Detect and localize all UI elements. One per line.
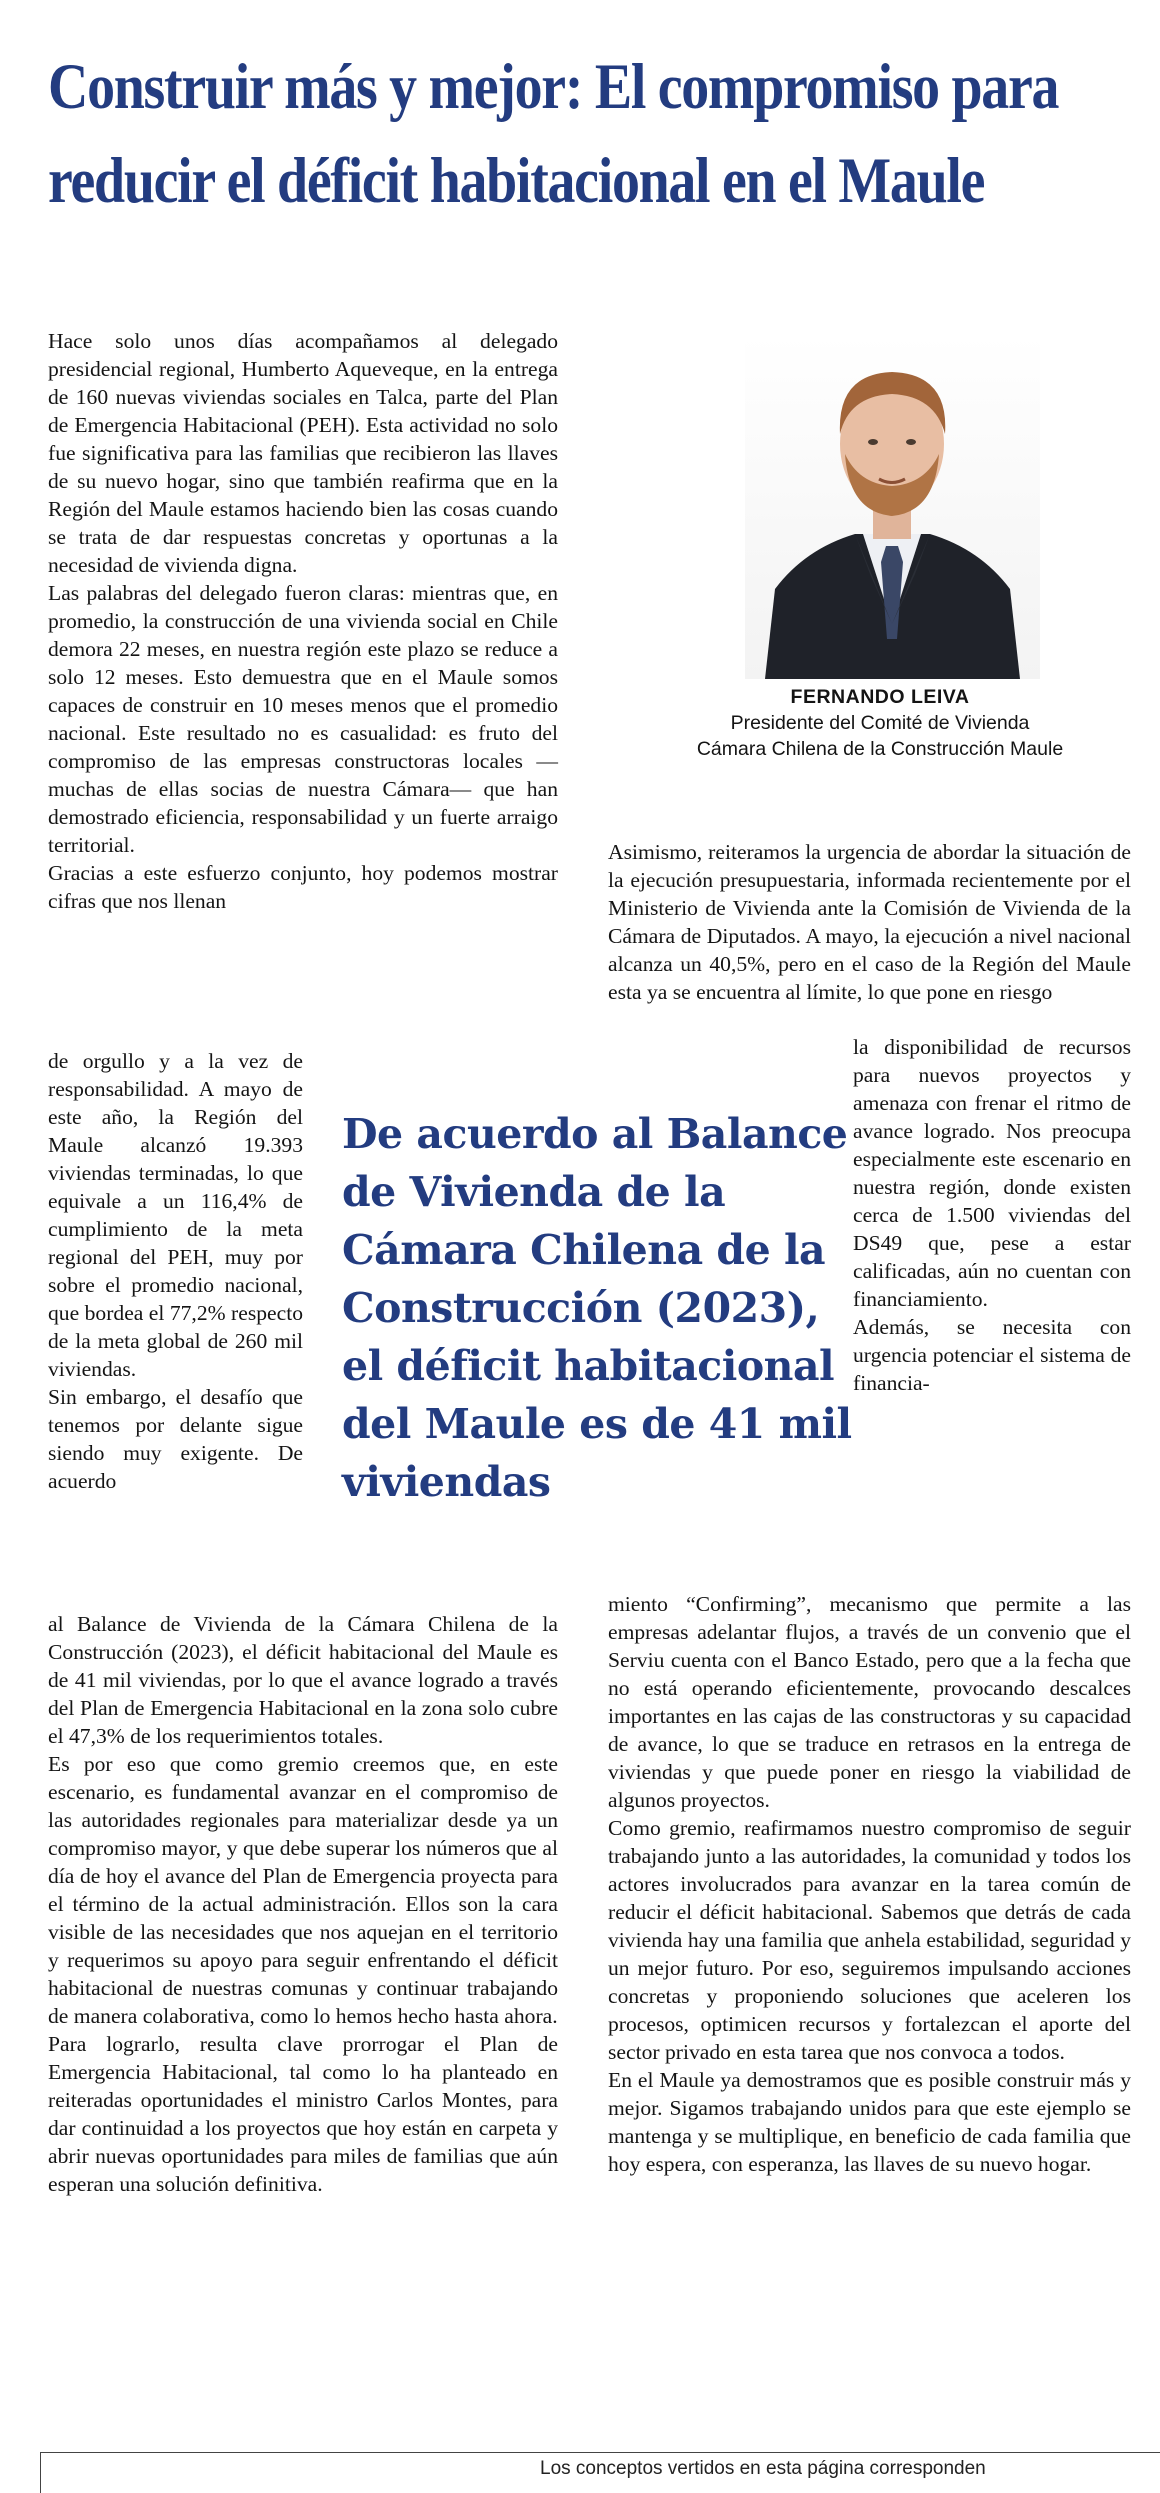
paragraph: Hace solo unos días acompañamos al delegado presidencial regional, Humberto Aqueveque, en la entrega de 160 nuevas viviendas sociales en Talca, parte del Plan de Emergencia Habitacional (PEH). Esta actividad no solo fue significativa para las familias que recibieron las llaves de su nuevo hogar, sino que también reafirma que en la Región del Maule estamos haciendo bien las cosas cuando se trata de dar respuestas concretas y oportunas a la necesidad de vivienda digna. [48,329,558,577]
author-photo [745,334,1040,679]
paragraph: Asimismo, reiteramos la urgencia de abordar la situación de la ejecución presupuestaria, informada recientemente por el Ministerio de Vivienda ante la Comisión de Vivienda de la Cámara de Diputados. A mayo, la ejecución a nivel nacional alcanza un 40,5%, pero en el caso de la Región del Maule esta ya se encuentra al límite, lo que pone en riesgo [608,840,1131,1004]
author-role: Presidente del Comité de Vivienda [730,712,1030,734]
paragraph: de orgullo y a la vez de responsabilidad. A mayo de este año, la Región del Maule alcanzó 19.393 viviendas terminadas, lo que equivale a un 116,4% de cumplimiento de la meta regional del PEH, muy por sobre el promedio nacional, que bordea el 77,2% respecto de la meta global de 260 mil viviendas. [48,1049,303,1381]
headline-line-1: Construir más y mejor: El compromiso para [48,51,1059,123]
paragraph: Las palabras del delegado fueron claras: mientras que, en promedio, la construcción de una vivienda social en Chile demora 22 meses, en nuestra región este plazo se reduce a solo 12 meses. Esto demuestra que en el Maule somos capaces de construir en 10 meses menos que el promedio nacional. Este resultado no es casualidad: es fruto del compromiso de las empresas constructoras locales —muchas de ellas socias de nuestra Cámara— que han demostrado eficiencia, responsabilidad y un fuerte arraigo territorial. [48,581,558,857]
body-right-narrow [853,1033,1131,1397]
pull-quote-line: Cámara Chilena de la [342,1226,826,1274]
headline-line-2: reducir el déficit habitacional en el Maule [48,145,985,217]
author-name: FERNANDO LEIVA [790,686,970,708]
disclaimer-text: Los conceptos vertidos en esta página corresponden [540,2458,986,2479]
body-right-top [608,838,1131,1006]
body-right-bottom [608,1590,1131,2178]
pull-quote [342,1105,862,1511]
paragraph: la disponibilidad de recursos para nuevos proyectos y amenaza con frenar el ritmo de avance logrado. Nos preocupa especialmente este escenario en nuestra región, donde existen cerca de 1.500 viviendas del DS49 que, pese a estar calificadas, aún no cuentan con financiamiento. [853,1035,1131,1311]
author-org: Cámara Chilena de la Construcción Maule [696,738,1064,760]
paragraph: al Balance de Vivienda de la Cámara Chilena de la Construcción (2023), el déficit habitacional del Maule es de 41 mil viviendas, por lo que el avance logrado a través del Plan de Emergencia Habitacional en la zona solo cubre el 47,3% de los requerimientos totales. [48,1612,558,1748]
body-left-narrow [48,1047,303,1495]
paragraph: Para lograrlo, resulta clave prorrogar el Plan de Emergencia Habitacional, tal como lo ha planteado en reiteradas oportunidades el ministro Carlos Montes, para dar continuidad a los proyectos que hoy están en carpeta y abrir nuevas oportunidades para miles de familias que aún esperan una solución definitiva. [48,2032,558,2196]
headline [48,40,1059,228]
paragraph: Es por eso que como gremio creemos que, en este escenario, es fundamental avanzar en el compromiso de las autoridades regionales para materializar desde ya un compromiso mayor, y que debe superar los números que al día de hoy el avance del Plan de Emergencia proyecta para el término de la actual administración. Ellos son la cara visible de las necesidades que nos aquejan en el territorio y requerimos su apoyo para seguir enfrentando el déficit habitacional de nuestras comunas y continuar trabajando de manera colaborativa, como lo hemos hecho hasta ahora. [48,1752,558,2028]
paragraph: En el Maule ya demostramos que es posible construir más y mejor. Sigamos trabajando unidos para que este ejemplo se mantenga y se multiplique, en beneficio de cada familia que hoy espera, con esperanza, las llaves de su nuevo hogar. [608,2068,1131,2176]
pull-quote-line: viviendas [342,1458,551,1506]
pull-quote-line: del Maule es de 41 mil [342,1400,852,1448]
author-caption [650,684,1110,762]
body-left-top [48,327,558,915]
paragraph: Sin embargo, el desafío que tenemos por delante sigue siendo muy exigente. De acuerdo [48,1385,303,1493]
body-left-bottom [48,1610,558,2198]
pull-quote-line: De acuerdo al Balance [342,1110,848,1158]
pull-quote-line: Construcción (2023), [342,1284,820,1332]
author-portrait-image [745,334,1040,679]
pull-quote-line: el déficit habitacional [342,1342,835,1390]
paragraph: Además, se necesita con urgencia potenciar el sistema de financia- [853,1315,1131,1395]
paragraph: Gracias a este esfuerzo conjunto, hoy podemos mostrar cifras que nos llenan [48,861,558,913]
paragraph: Como gremio, reafirmamos nuestro compromiso de seguir trabajando junto a las autoridades, la comunidad y todos los actores involucrados para avanzar en la tarea común de reducir el déficit habitacional. Sabemos que detrás de cada vivienda hay una familia que anhela estabilidad, seguridad y un mejor futuro. Por eso, seguiremos impulsando acciones concretas y proponiendo soluciones que aceleren los procesos, optimicen recursos y fortalezcan el aporte del sector privado en esta tarea que nos convoca a todos. [608,1816,1131,2064]
pull-quote-line: de Vivienda de la [342,1168,726,1216]
paragraph: miento “Confirming”, mecanismo que permite a las empresas adelantar flujos, a través de un convenio que el Serviu cuenta con el Banco Estado, pero que a la fecha que no está operando eficientemente, provocando descalces importantes en las cajas de las constructoras y su capacidad de avance, lo que se traduce en retrasos en la entrega de viviendas y que puede poner en riesgo la viabilidad de algunos proyectos. [608,1592,1131,1812]
